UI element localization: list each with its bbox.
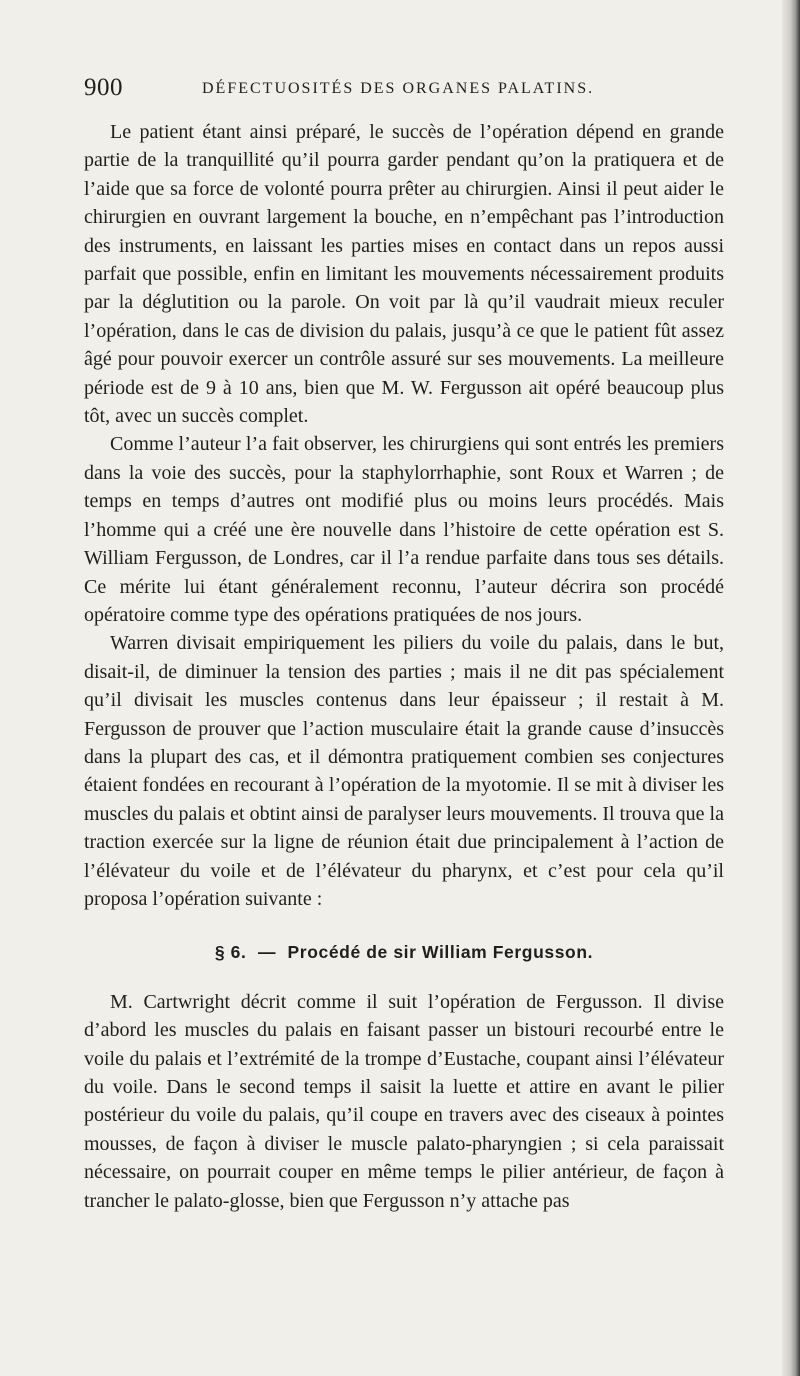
page-edge-shadow [782,0,800,1376]
paragraph: Le patient étant ainsi préparé, le succès de l’opération dépend en grande partie de la tranquillité qu’il pourra garder pendant qu’on la pratiquera et de l’aide que sa force de volonté pourra prêter au chirurgien. Ainsi il peut aider le chirurgien en ouvrant largement la bouche, en n’empêchant pas l’introduction des instruments, en laissant les parties mises en contact dans un repos aussi parfait que possible, enfin en limitant les mouvements nécessairement produits par la déglutition ou la parole. On voit par là qu’il vaudrait mieux reculer l’opération, dans le cas de division du palais, jusqu’à ce que le patient fût assez âgé pour pouvoir exercer un contrôle assuré sur ses mouvements. La meilleure période est de 9 à 10 ans, bien que M. W. Fergusson ait opéré beaucoup plus tôt, avec un succès complet. [84,121,724,428]
section-title: Procédé de sir William Fergusson. [287,942,594,963]
running-head: DÉFECTUOSITÉS DES ORGANES PALATINS. [202,80,595,97]
section-number: § 6. [214,942,247,963]
body-text [84,118,724,1215]
paragraph: Comme l’auteur l’a fait observer, les chirurgiens qui sont entrés les premiers dans la voie des succès, pour la staphylorrhaphie, sont Roux et Warren ; de temps en temps d’autres ont modifié plus ou moins leurs procédés. Mais l’homme qui a créé une ère nouvelle dans l’histoire de cette opération est S. William Fergusson, de Londres, car il l’a rendue parfaite dans tous ses détails. Ce mérite lui étant généralement reconnu, l’auteur décrira son procédé opératoire comme type des opérations pratiquées de nos jours. [84,433,724,626]
paragraph: M. Cartwright décrit comme il suit l’opération de Fergusson. Il divise d’abord les muscles du palais en faisant passer un bistouri recourbé entre le voile du palais et l’extrémité de la trompe d’Eustache, coupant ainsi l’élévateur du voile. Dans le second temps il saisit la luette et attire en avant le pilier postérieur du voile du palais, qu’il coupe en travers avec des ciseaux à pointes mousses, de façon à diviser le muscle palato-pharyngien ; si cela paraissait nécessaire, on pourrait couper en même temps le pilier antérieur, de façon à trancher le palato-glosse, bien que Fergusson n’y attache pas [84,990,724,1212]
page-number: 900 [84,74,123,101]
section-dash: — [257,942,277,963]
page-header [84,74,724,114]
section-heading [84,938,724,966]
paragraph: Warren divisait empiriquement les piliers du voile du palais, dans le but, disait-il, de diminuer la tension des parties ; mais il ne dit pas spécialement qu’il divisait les muscles contenus dans leur épaisseur ; il restait à M. Fergusson de prouver que l’action musculaire était la grande cause d’insuccès dans la plupart des cas, et il démontra pratiquement combien ses conjectures étaient fondées en recourant à l’opération de la myotomie. Il se mit à diviser les muscles du palais et obtint ainsi de paralyser leurs mouvements. Il trouva que la traction exercée sur la ligne de réunion était due principalement à l’action de l’élévateur du voile et de l’élévateur du pharynx, et c’est pour cela qu’il proposa l’opération suivante : [84,632,724,910]
